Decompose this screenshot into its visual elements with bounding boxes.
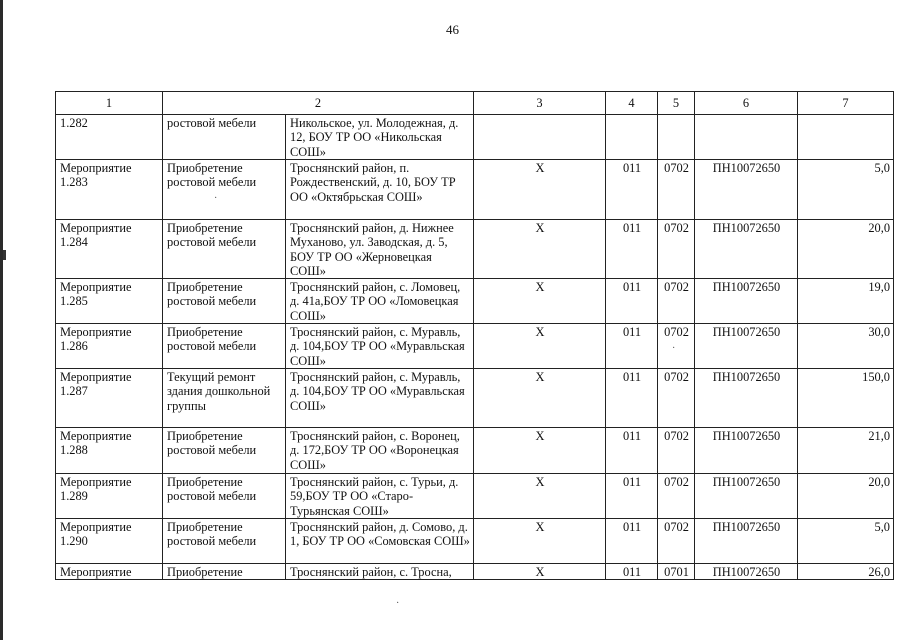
- page-left-edge: [0, 0, 3, 640]
- cell-mark: [474, 115, 606, 160]
- cell-mark: Х: [474, 564, 606, 580]
- cell-amount: [798, 115, 894, 160]
- cell-event-id: Мероприятие: [56, 564, 163, 580]
- header-col-1: 1: [56, 92, 163, 115]
- cell-address: Троснянский район, с. Муравль, д. 104,БОУ ТР ОО «Муравльская СОШ»: [286, 324, 474, 369]
- cell-mark: Х: [474, 324, 606, 369]
- header-col-2: 2: [163, 92, 474, 115]
- cell-code: 011: [606, 279, 658, 324]
- cell-event-name: Приобретение: [163, 564, 286, 580]
- table-row: [56, 474, 894, 519]
- cell-event-id: Мероприятие 1.286: [56, 324, 163, 369]
- cell-code: [606, 115, 658, 160]
- table-row: [56, 519, 894, 564]
- cell-event-id: Мероприятие 1.285: [56, 279, 163, 324]
- header-col-4: 4: [606, 92, 658, 115]
- cell-address: Троснянский район, с. Турьи, д. 59,БОУ ТР ОО «Старо-Турьянская СОШ»: [286, 474, 474, 519]
- cell-amount: 5,0: [798, 160, 894, 220]
- header-col-5: 5: [658, 92, 695, 115]
- cell-address: Троснянский район, с. Муравль, д. 104,БОУ ТР ОО «Муравльская СОШ»: [286, 369, 474, 428]
- cell-section: 0702: [658, 369, 695, 428]
- cell-mark: Х: [474, 160, 606, 220]
- cell-event-name: Приобретение ростовой мебели: [163, 160, 286, 220]
- cell-event-id: Мероприятие 1.287: [56, 369, 163, 428]
- cell-section: [658, 115, 695, 160]
- scan-speck: ·: [396, 598, 400, 609]
- cell-section: 0702: [658, 160, 695, 220]
- cell-event-id: Мероприятие 1.288: [56, 428, 163, 474]
- cell-amount: 20,0: [798, 220, 894, 279]
- cell-event-name: Приобретение ростовой мебели: [163, 474, 286, 519]
- cell-amount: 19,0: [798, 279, 894, 324]
- cell-code: 011: [606, 474, 658, 519]
- cell-section: 0702: [658, 474, 695, 519]
- table-row: [56, 279, 894, 324]
- cell-target-code: ПН10072650: [695, 160, 798, 220]
- cell-target-code: ПН10072650: [695, 220, 798, 279]
- cell-section: 0701: [658, 564, 695, 580]
- cell-section: 0702: [658, 519, 695, 564]
- cell-address: Троснянский район, с. Воронец, д. 172,БОУ ТР ОО «Воронецкая СОШ»: [286, 428, 474, 474]
- cell-event-name: Приобретение ростовой мебели: [163, 428, 286, 474]
- cell-code: 011: [606, 324, 658, 369]
- cell-event-id: Мероприятие 1.290: [56, 519, 163, 564]
- cell-amount: 21,0: [798, 428, 894, 474]
- cell-target-code: ПН10072650: [695, 474, 798, 519]
- cell-target-code: ПН10072650: [695, 428, 798, 474]
- cell-address: Троснянский район, п. Рождественский, д. 10, БОУ ТР ОО «Октябрьская СОШ»: [286, 160, 474, 220]
- cell-event-name: Текущий ремонт здания дошкольной группы: [163, 369, 286, 428]
- table-row: [56, 160, 894, 220]
- header-col-3: 3: [474, 92, 606, 115]
- cell-event-name: Приобретение ростовой мебели: [163, 519, 286, 564]
- cell-target-code: ПН10072650: [695, 519, 798, 564]
- cell-address: Троснянский район, д. Сомово, д. 1, БОУ ТР ОО «Сомовская СОШ»: [286, 519, 474, 564]
- table-row: [56, 369, 894, 428]
- cell-event-name: Приобретение ростовой мебели: [163, 220, 286, 279]
- cell-code: 011: [606, 519, 658, 564]
- cell-amount: 150,0: [798, 369, 894, 428]
- cell-address: Троснянский район, с. Тросна,: [286, 564, 474, 580]
- cell-event-name: Приобретение ростовой мебели: [163, 279, 286, 324]
- cell-code: 011: [606, 564, 658, 580]
- cell-address: Троснянский район, д. Нижнее Муханово, ул. Заводская, д. 5, БОУ ТР ОО «Жерновецкая СОШ»: [286, 220, 474, 279]
- cell-mark: Х: [474, 220, 606, 279]
- scan-speck: ·: [672, 343, 676, 354]
- table-row: [56, 428, 894, 474]
- cell-target-code: [695, 115, 798, 160]
- table-header-row: [56, 92, 894, 115]
- cell-section: 0702: [658, 220, 695, 279]
- cell-event-id: 1.282: [56, 115, 163, 160]
- header-col-6: 6: [695, 92, 798, 115]
- cell-event-name: Приобретение ростовой мебели: [163, 324, 286, 369]
- cell-section: 0702: [658, 279, 695, 324]
- cell-mark: Х: [474, 279, 606, 324]
- cell-section: 0702: [658, 428, 695, 474]
- cell-amount: 26,0: [798, 564, 894, 580]
- cell-event-id: Мероприятие 1.284: [56, 220, 163, 279]
- table-row: [56, 115, 894, 160]
- cell-amount: 5,0: [798, 519, 894, 564]
- cell-section: 0702: [658, 324, 695, 369]
- budget-table: [55, 91, 894, 580]
- table-row: [56, 220, 894, 279]
- table-row: [56, 324, 894, 369]
- cell-code: 011: [606, 160, 658, 220]
- page-number: 46: [446, 22, 459, 37]
- cell-code: 011: [606, 428, 658, 474]
- cell-target-code: ПН10072650: [695, 564, 798, 580]
- cell-mark: Х: [474, 428, 606, 474]
- cell-target-code: ПН10072650: [695, 279, 798, 324]
- header-col-7: 7: [798, 92, 894, 115]
- cell-code: 011: [606, 369, 658, 428]
- cell-mark: Х: [474, 369, 606, 428]
- scan-speck: ·: [214, 193, 218, 204]
- page-edge-mark: [3, 250, 6, 260]
- cell-event-id: Мероприятие 1.283: [56, 160, 163, 220]
- table-row: [56, 564, 894, 580]
- cell-event-id: Мероприятие 1.289: [56, 474, 163, 519]
- cell-amount: 30,0: [798, 324, 894, 369]
- cell-mark: Х: [474, 519, 606, 564]
- cell-address: Троснянский район, с. Ломовец, д. 41а,БОУ ТР ОО «Ломовецкая СОШ»: [286, 279, 474, 324]
- cell-mark: Х: [474, 474, 606, 519]
- cell-code: 011: [606, 220, 658, 279]
- cell-target-code: ПН10072650: [695, 324, 798, 369]
- cell-address: Никольское, ул. Молодежная, д. 12, БОУ ТР ОО «Никольская СОШ»: [286, 115, 474, 160]
- cell-target-code: ПН10072650: [695, 369, 798, 428]
- cell-event-name: ростовой мебели: [163, 115, 286, 160]
- cell-amount: 20,0: [798, 474, 894, 519]
